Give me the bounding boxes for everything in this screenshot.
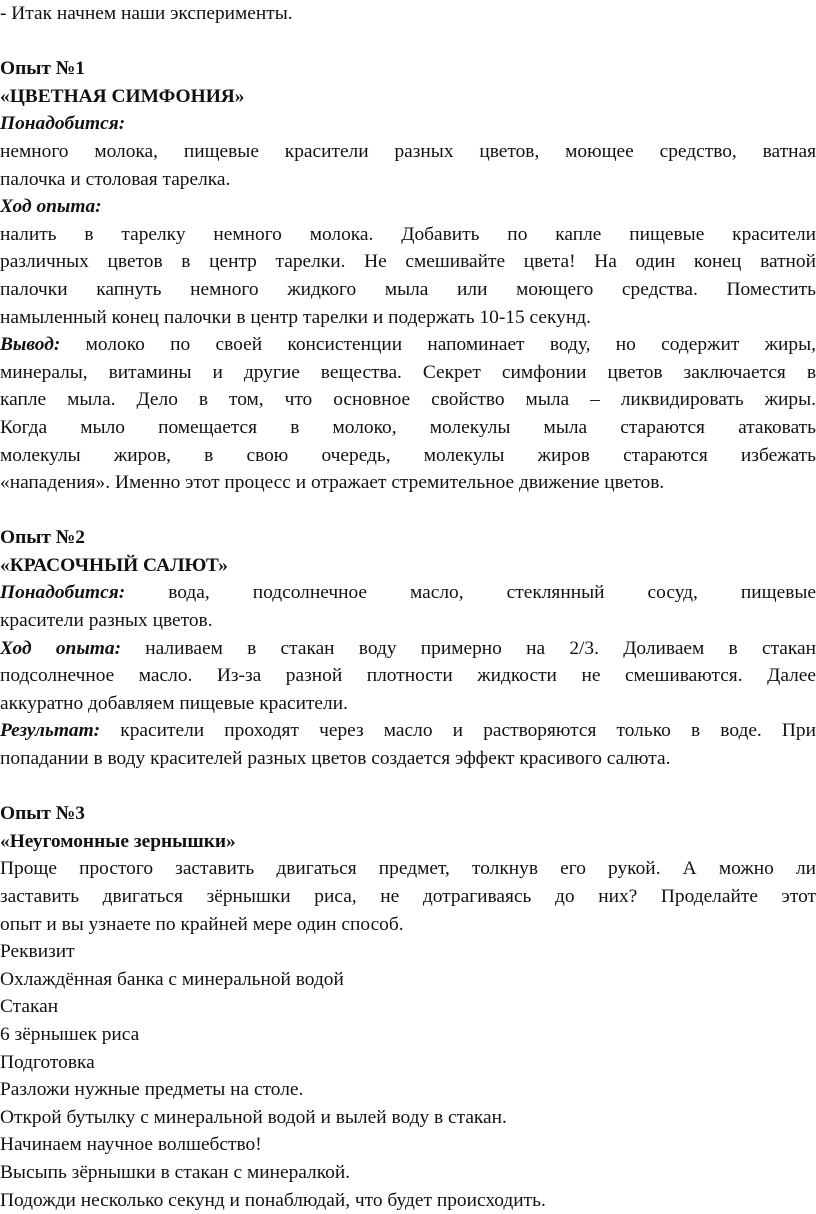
intro-text: - Итак начнем наши эксперименты. xyxy=(0,3,293,24)
experiment-2-need-line xyxy=(0,579,816,607)
list-item: Охлаждённая банка с минеральной водой xyxy=(0,968,344,990)
list-item: Стакан xyxy=(0,996,59,1018)
experiment-1-need-label: Понадобится: xyxy=(0,113,126,135)
experiment-1-process-line: палочки капнуть немного жидкого мыла или моющего средства. Поместить xyxy=(0,278,816,300)
experiment-2-need-line: красители разных цветов. xyxy=(0,610,213,632)
experiment-1-conclusion-line xyxy=(0,331,816,359)
list-item: Начинаем научное волшебство! xyxy=(0,1134,262,1156)
experiment-1-need-line: немного молока, пищевые красители разных цветов, моющее средство, ватная xyxy=(0,140,816,162)
experiment-1-conclusion-label: Вывод: xyxy=(0,334,61,356)
experiment-3-paragraph-line: опыт и вы узнаете по крайней мере один способ. xyxy=(0,913,404,935)
list-item: Реквизит xyxy=(0,941,75,963)
list-item: Высыпь зёрнышки в стакан с минералкой. xyxy=(0,1161,351,1183)
experiment-1-need-line: палочка и столовая тарелка. xyxy=(0,168,231,190)
experiment-1-title: «ЦВЕТНАЯ СИМФОНИЯ» xyxy=(0,85,245,107)
list-item: Подготовка xyxy=(0,1051,95,1073)
experiment-2-process-text: наливаем в стакан воду примерно на 2/3. Доливаем в стакан xyxy=(121,637,816,659)
spacer xyxy=(0,773,816,801)
list-item: Подожди несколько секунд и понаблюдай, что будет происходить. xyxy=(0,1189,546,1211)
experiment-1-conclusion-text: молоко по своей консистенции напоминает воду, но содержит жиры, xyxy=(60,334,816,356)
experiment-2-result-line xyxy=(0,717,816,745)
experiment-2-process-line: аккуратно добавляем пищевые красители. xyxy=(0,692,348,714)
experiment-1-conclusion-line: капле мыла. Дело в том, что основное свойство мыла – ликвидировать жиры. xyxy=(0,389,816,411)
experiment-2-process-line xyxy=(0,635,816,663)
experiment-2-process-label: Ход опыта: xyxy=(0,637,122,659)
experiment-2-need-text: вода, подсолнечное масло, стеклянный сосуд, пищевые xyxy=(125,582,816,604)
experiment-1-conclusion-line: минералы, витамины и другие вещества. Секрет симфонии цветов заключается в xyxy=(0,361,816,383)
experiment-1-number: Опыт №1 xyxy=(0,58,85,80)
experiment-2-result-line: попадании в воду красителей разных цветов создается эффект красивого салюта. xyxy=(0,748,671,770)
experiment-1-process-line: налить в тарелку немного молока. Добавить по капле пищевые красители xyxy=(0,223,816,245)
experiment-3-paragraph-line: Проще простого заставить двигаться предмет, толкнув его рукой. А можно ли xyxy=(0,858,816,880)
experiment-3-number: Опыт №3 xyxy=(0,803,85,825)
experiment-2-result-text: красители проходят через масло и растворяются только в воде. При xyxy=(100,720,816,742)
experiment-3-paragraph-line: заставить двигаться зёрнышки риса, не дотрагиваясь до них? Проделайте этот xyxy=(0,886,816,907)
experiment-1-process-label: Ход опыта: xyxy=(0,196,102,218)
spacer xyxy=(0,28,816,56)
experiment-1-conclusion-line: Когда мыло помещается в молоко, молекулы мыла стараются атаковать xyxy=(0,416,816,438)
list-item: Открой бутылку с минеральной водой и вылей воду в стакан. xyxy=(0,1106,507,1128)
experiment-2-process-line: подсолнечное масло. Из-за разной плотности жидкости не смешиваются. Далее xyxy=(0,665,816,687)
experiment-1-process-line: намыленный конец палочки в центр тарелки и подержать 10-15 секунд. xyxy=(0,306,591,328)
experiment-1-conclusion-line: молекулы жиров, в свою очередь, молекулы жиров стараются избежать xyxy=(0,444,816,466)
list-item: Разложи нужные предметы на столе. xyxy=(0,1079,304,1101)
experiment-2 xyxy=(0,524,816,772)
experiment-1-process-line: различных цветов в центр тарелки. Не смешивайте цвета! На один конец ватной xyxy=(0,251,816,273)
experiment-1-conclusion-line: «нападения». Именно этот процесс и отражает стремительное движение цветов. xyxy=(0,472,665,494)
experiment-2-title: «КРАСОЧНЫЙ САЛЮТ» xyxy=(0,554,229,576)
experiment-2-need-label: Понадобится: xyxy=(0,582,126,604)
list-item: 6 зёрнышек риса xyxy=(0,1023,140,1045)
experiment-3 xyxy=(0,800,816,1214)
experiment-2-result-label: Результат: xyxy=(0,720,101,742)
experiment-3-title: «Неугомонные зернышки» xyxy=(0,830,236,852)
spacer xyxy=(0,497,816,525)
experiment-1 xyxy=(0,55,816,497)
experiment-2-number: Опыт №2 xyxy=(0,527,85,549)
